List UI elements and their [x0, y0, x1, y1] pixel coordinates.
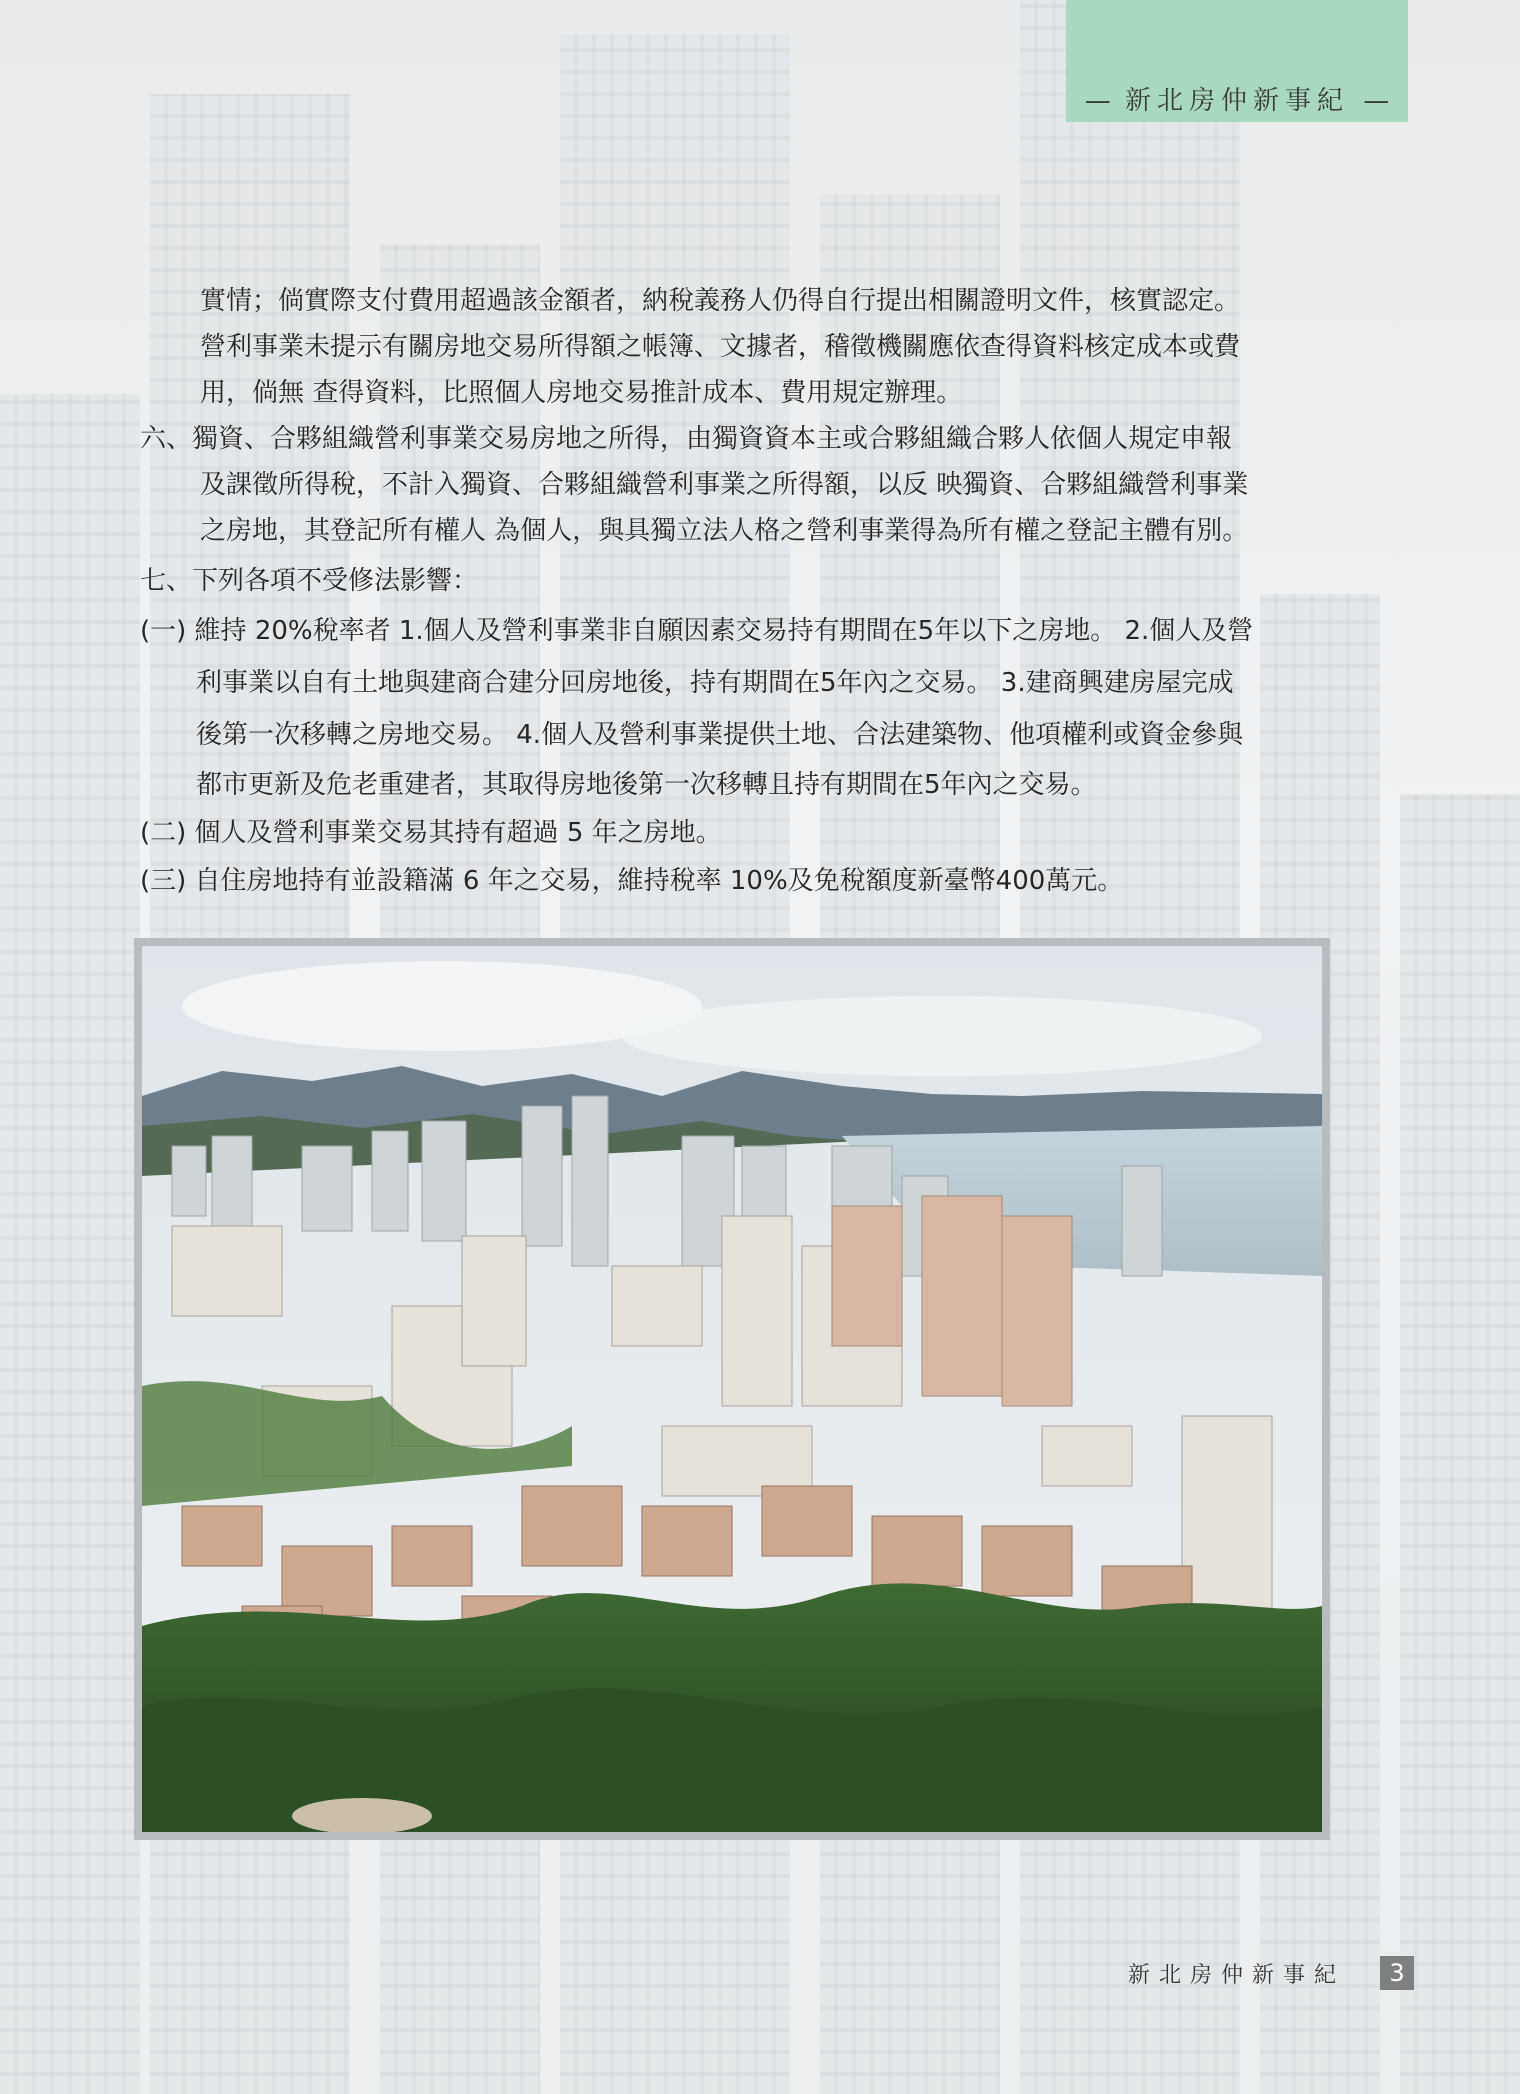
city-skyline-illustration — [142, 946, 1322, 1832]
section-six-line: 六、獨資、合夥組織營利事業交易房地之所得，由獨資資本主或合夥組織合夥人依個人規定申報 — [140, 424, 1233, 454]
item-one-line: (一) 維持 20%稅率者 1.個人及營利事業非自願因素交易持有期間在5年以下之房地。 2.個人及營 — [140, 616, 1254, 646]
text-line: 都市更新及危老重建者，其取得房地後第一次移轉且持有期間在5年內之交易。 — [196, 770, 1097, 800]
text-line: 之房地，其登記所有權人 為個人，與具獨立法人格之營利事業得為所有權之登記主體有別。 — [200, 516, 1249, 546]
header-dash-left: — — [1084, 86, 1111, 116]
header-title — [1066, 80, 1408, 117]
footer-title: 新北房仲新事紀 — [1128, 1963, 1346, 1988]
text-line: 實情；倘實際支付費用超過該金額者，納稅義務人仍得自行提出相關證明文件，核實認定。 — [200, 286, 1241, 316]
city-photo-frame — [134, 938, 1330, 1840]
text-line: 後第一次移轉之房地交易。 4.個人及營利事業提供土地、合法建築物、他項權利或資金參與 — [196, 720, 1244, 750]
text-line: 及課徵所得稅，不計入獨資、合夥組織營利事業之所得額，以反 映獨資、合夥組織營利事業 — [200, 470, 1249, 500]
item-three-line: (三) 自住房地持有並設籍滿 6 年之交易，維持稅率 10%及免稅額度新臺幣400萬元。 — [140, 866, 1124, 896]
text-line: 利事業以自有土地與建商合建分回房地後，持有期間在5年內之交易。 3.建商興建房屋完成 — [196, 668, 1234, 698]
city-photo — [142, 946, 1322, 1832]
section-seven-heading: 七、下列各項不受修法影響： — [140, 566, 479, 596]
text-line: 營利事業未提示有關房地交易所得額之帳簿、文據者，稽徵機關應依查得資料核定成本或費 — [200, 332, 1241, 362]
item-two-line: (二) 個人及營利事業交易其持有超過 5 年之房地。 — [140, 818, 722, 848]
header-dash-right: — — [1363, 86, 1390, 116]
header-title-text: 新北房仲新事紀 — [1124, 86, 1349, 116]
text-line: 用，倘無 查得資料，比照個人房地交易推計成本、費用規定辦理。 — [200, 378, 963, 408]
page-number-badge: 3 — [1380, 1956, 1414, 1990]
